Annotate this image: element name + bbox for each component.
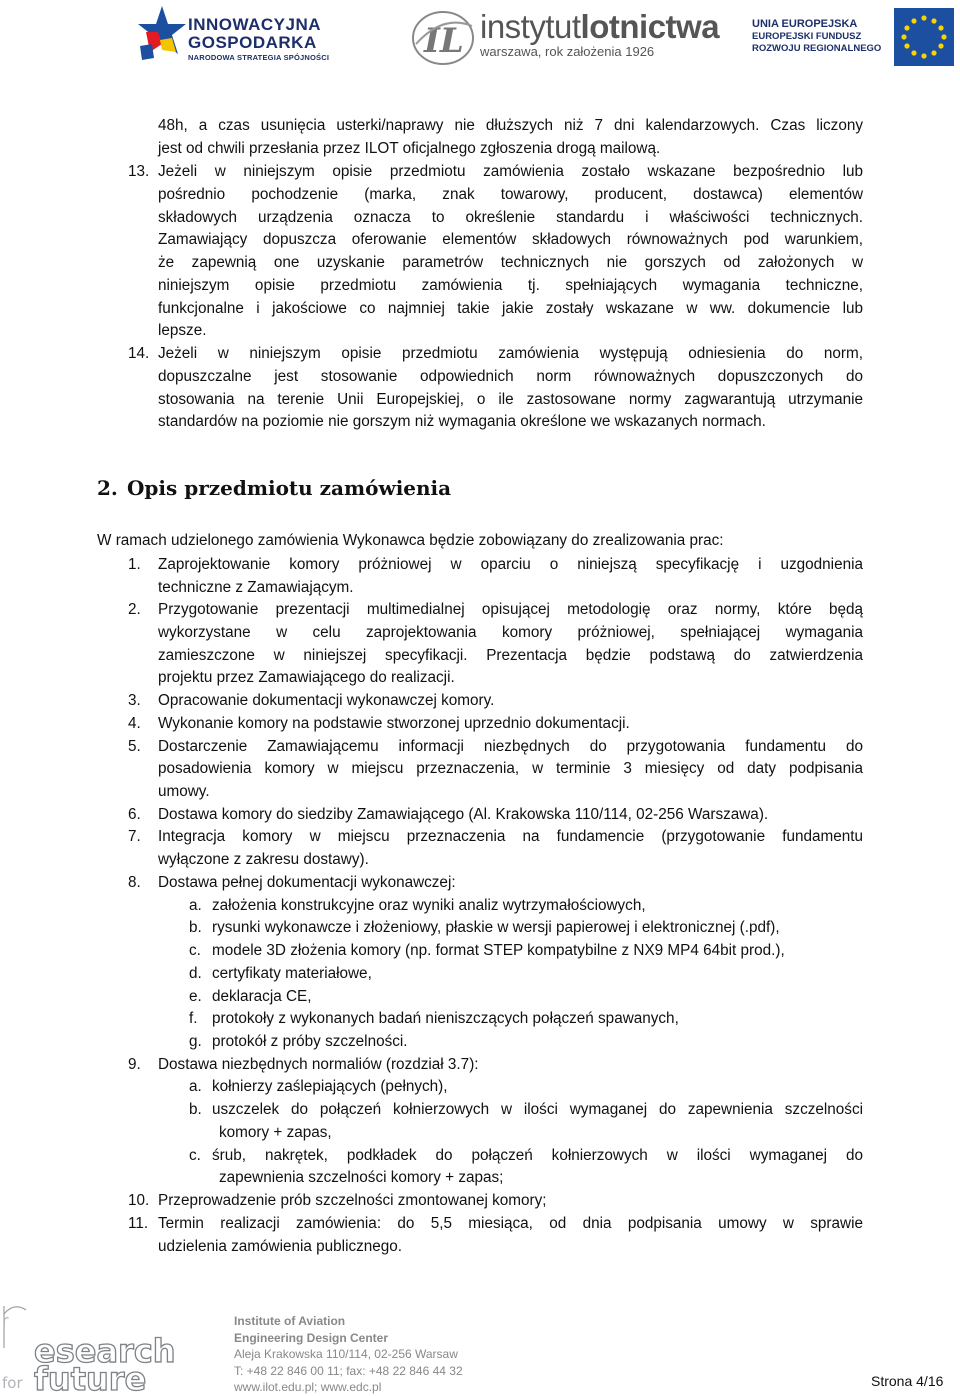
subtask-letter: a. bbox=[189, 1078, 202, 1095]
task-line: Opracowanie dokumentacji wykonawczej komory. bbox=[158, 692, 495, 709]
item-14-number: 14. bbox=[128, 345, 150, 362]
footer-street: Aleja Krakowska 110/114, 02-256 Warsaw bbox=[234, 1347, 458, 1361]
page-number: Strona 4/16 bbox=[871, 1373, 944, 1389]
subtask-text: założenia konstrukcyjne oraz wyniki analiz wytrzymałościowych, bbox=[212, 897, 646, 914]
task-number: 9. bbox=[128, 1056, 141, 1073]
task-line: Dostarczenie Zamawiającemu informacji niezbędnych do przygotowania fundamentu do bbox=[158, 738, 863, 755]
subtask-letter: a. bbox=[189, 897, 202, 914]
instytut-lotnictwa-logo bbox=[410, 4, 720, 68]
intro-line: 48h, a czas usunięcia usterki/naprawy nie dłuższych niż 7 dni kalendarzowych. Czas liczony bbox=[158, 117, 863, 134]
innowacyjna-star-icon bbox=[132, 2, 188, 68]
subtask-letter: b. bbox=[189, 919, 202, 936]
item-14-line: stosowania na terenie Unii Europejskiej, o ile zastosowane normy zagwarantują utrzymanie bbox=[158, 391, 863, 408]
footer-address bbox=[234, 1313, 463, 1396]
ilot-monogram-text: IL bbox=[424, 21, 464, 61]
task-number: 5. bbox=[128, 738, 141, 755]
item-13-line: że zapewnią one uzyskanie parametrów technicznych nie gorszych od założonych w bbox=[158, 254, 863, 271]
subtask-letter: e. bbox=[189, 988, 202, 1005]
item-14-line: Jeżeli w niniejszym opisie przedmiotu zamówienia występują odniesienia do norm, bbox=[158, 345, 863, 362]
item-13-line: funkcjonalne i jakościowe co najmniej takie jakie zostały wskazane w ww. dokumencie lub bbox=[158, 300, 863, 317]
subtask-letter: b. bbox=[189, 1101, 202, 1118]
subtask-letter: c. bbox=[189, 1147, 201, 1164]
task-line: Dostawa niezbędnych normaliów (rozdział 3.7): bbox=[158, 1056, 479, 1073]
task-line: techniczne z Zamawiającym. bbox=[158, 579, 354, 596]
subtask-text: komory + zapas, bbox=[219, 1124, 332, 1141]
section-heading bbox=[97, 476, 451, 500]
item-13-line: Jeżeli w niniejszym opisie przedmiotu zamówienia zostało wskazane bezpośrednio lub bbox=[158, 163, 863, 180]
subtask-text: rysunki wykonawcze i złożeniowy, płaskie w wersji papierowej i elektronicznej (.pdf), bbox=[212, 919, 780, 936]
task-line: umowy. bbox=[158, 783, 210, 800]
task-line: Termin realizacji zamówienia: do 5,5 miesiąca, od dnia podpisania umowy w sprawie bbox=[158, 1215, 863, 1232]
intro-line: jest od chwili przesłania przez ILOT oficjalnego zgłoszenia drogą mailową. bbox=[158, 140, 661, 157]
task-number: 10. bbox=[128, 1192, 150, 1209]
subtask-text: śrub, nakrętek, podkładek do połączeń kołnierzowych w ilości wymaganej do bbox=[212, 1147, 863, 1164]
research-for-future-logo bbox=[0, 1300, 200, 1395]
footer-phone: T: +48 22 846 00 11; fax: +48 22 846 44 32 bbox=[234, 1363, 463, 1378]
task-line: posadowienia komory w miejscu przeznaczenia, w terminie 3 miesięcy od daty podpisania bbox=[158, 760, 863, 777]
task-line: wyłączone z zakresu dostawy). bbox=[158, 851, 369, 868]
task-number: 11. bbox=[128, 1215, 149, 1232]
item-13-line: lepsze. bbox=[158, 322, 207, 339]
task-line: zamieszczone w niniejszej specyfikacji. Prezentacja będzie podstawą do zatwierdzenia bbox=[158, 647, 863, 664]
subtask-text: modele 3D złożenia komory (np. format STEP kompatybilne z NX9 MP4 64bit prod.), bbox=[212, 942, 785, 959]
task-line: Wykonanie komory na podstawie stworzonej uprzednio dokumentacji. bbox=[158, 715, 630, 732]
eu-line3: ROZWOJU REGIONALNEGO bbox=[752, 43, 882, 54]
task-line: Zaprojektowanie komory próżniowej w oparciu o niniejszą specyfikację i uzgodnienia bbox=[158, 556, 863, 573]
subtask-text: protokół z próby szczelności. bbox=[212, 1033, 408, 1050]
ilot-subtitle: warszawa, rok założenia 1926 bbox=[480, 44, 655, 59]
logo-line1: esearch bbox=[34, 1332, 176, 1370]
item-13-line: pośrednio pochodzenie (marka, znak towarowy, producent, dostawca) elementów bbox=[158, 186, 863, 203]
eu-line1: UNIA EUROPEJSKA bbox=[752, 18, 858, 30]
subtask-text: certyfikaty materiałowe, bbox=[212, 965, 372, 982]
logo-line2: future bbox=[34, 1360, 147, 1395]
item-14-line: dopuszczalne jest stosowanie odpowiednich norm równoważnych dopuszczonych do bbox=[158, 368, 863, 385]
task-number: 7. bbox=[128, 828, 141, 845]
task-number: 6. bbox=[128, 806, 141, 823]
ilot-monogram-icon bbox=[410, 4, 476, 68]
ilot-name-light: instytut bbox=[480, 8, 581, 45]
subtask-text: kołnierzy zaślepiających (pełnych), bbox=[212, 1078, 448, 1095]
footer-dept: Engineering Design Center bbox=[234, 1330, 389, 1345]
logo-small-r: r bbox=[2, 1311, 9, 1330]
item-13-line: składowych urządzenia oznacza to określenie standardu i właściwości technicznych. bbox=[158, 209, 863, 226]
task-number: 1. bbox=[128, 556, 141, 573]
task-line: udzielenia zamówienia publicznego. bbox=[158, 1238, 403, 1255]
subtask-text: deklaracja CE, bbox=[212, 988, 312, 1005]
ilot-name bbox=[480, 8, 719, 46]
subtask-text: zapewnienia szczelności komory + zapas; bbox=[219, 1169, 504, 1186]
logo-small-for: for bbox=[2, 1374, 23, 1392]
item-13-line: niniejszym opisie przedmiotu zamówienia tj. spełniających wymagania techniczne, bbox=[158, 277, 863, 294]
task-line: Przeprowadzenie prób szczelności zmontowanej komory; bbox=[158, 1192, 547, 1209]
task-number: 8. bbox=[128, 874, 141, 891]
task-line: Integracja komory w miejscu przeznaczenia na fundamencie (przygotowanie fundamentu bbox=[158, 828, 863, 845]
subtask-letter: d. bbox=[189, 965, 202, 982]
task-number: 2. bbox=[128, 601, 141, 618]
subtask-text: uszczelek do połączeń kołnierzowych w ilości wymaganej do zapewnienia szczelności bbox=[212, 1101, 863, 1118]
ig-line3: NARODOWA STRATEGIA SPÓJNOŚCI bbox=[188, 53, 330, 62]
footer-org: Institute of Aviation bbox=[234, 1314, 346, 1328]
section-intro: W ramach udzielonego zamówienia Wykonawca będzie zobowiązany do zrealizowania prac: bbox=[97, 532, 724, 549]
section-number: 2. bbox=[97, 476, 118, 500]
ilot-name-bold: lotnictwa bbox=[580, 8, 720, 45]
ig-line1: INNOWACYJNA bbox=[188, 15, 322, 34]
task-line: projektu przez Zamawiającego do realizacji. bbox=[158, 669, 455, 686]
section-title: Opis przedmiotu zamówienia bbox=[127, 476, 452, 500]
ig-line2: GOSPODARKA bbox=[188, 33, 317, 52]
eu-line2: EUROPEJSKI FUNDUSZ bbox=[752, 31, 862, 42]
subtask-text: protokoły z wykonanych badań nieniszczących połączeń spawanych, bbox=[212, 1010, 679, 1027]
subtask-letter: g. bbox=[189, 1033, 202, 1050]
item-14-line: standardów na poziomie nie gorszym niż wymagania określone we wskazanych normach. bbox=[158, 413, 766, 430]
task-number: 3. bbox=[128, 692, 141, 709]
task-line: Dostawa komory do siedziby Zamawiającego (Al. Krakowska 110/114, 02-256 Warszawa). bbox=[158, 806, 769, 823]
subtask-letter: c. bbox=[189, 942, 201, 959]
item-13-number: 13. bbox=[128, 163, 150, 180]
footer-web: www.ilot.edu.pl; www.edc.pl bbox=[234, 1380, 382, 1394]
task-number: 4. bbox=[128, 715, 141, 732]
page-header bbox=[0, 0, 960, 80]
innowacyjna-gospodarka-logo bbox=[132, 2, 332, 68]
eu-flag-icon bbox=[894, 8, 954, 66]
task-line: wykorzystane w celu zaprojektowania komory próżniowej, spełniającej wymagania bbox=[158, 624, 863, 641]
task-line: Przygotowanie prezentacji multimedialnej opisującej metodologię oraz normy, które będą bbox=[158, 601, 863, 618]
subtask-letter: f. bbox=[189, 1010, 198, 1027]
eu-fund-logo bbox=[752, 6, 957, 70]
item-13-line: Zamawiający dopuszcza oferowanie elementów składowych równoważnych pod warunkiem, bbox=[158, 231, 863, 248]
task-line: Dostawa pełnej dokumentacji wykonawczej: bbox=[158, 874, 456, 891]
